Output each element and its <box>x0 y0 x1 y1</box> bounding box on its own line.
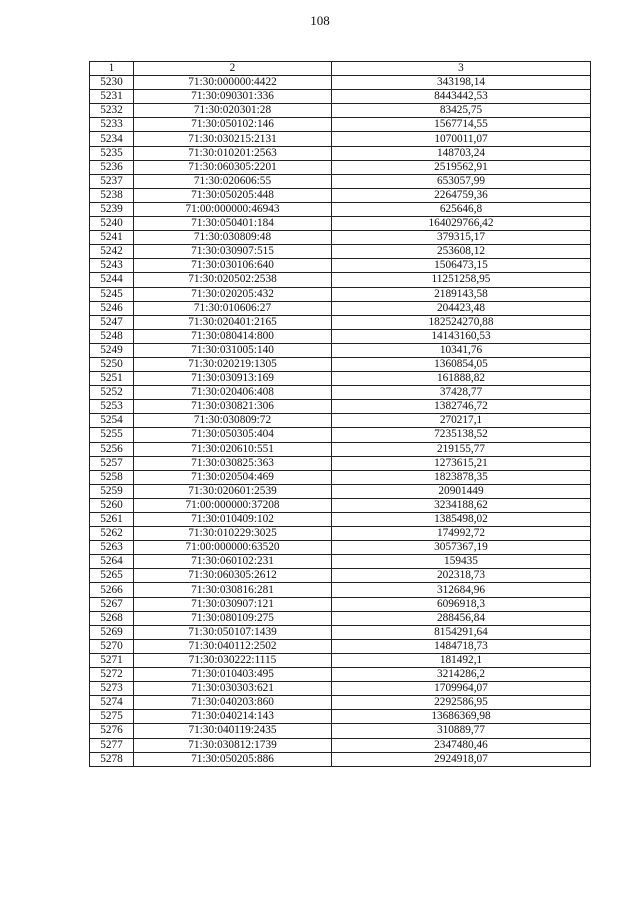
table-header-row <box>90 62 591 76</box>
row-number-cell: 5236 <box>90 160 134 174</box>
table-row <box>90 273 591 287</box>
table-row <box>90 90 591 104</box>
row-number-cell: 5274 <box>90 696 134 710</box>
table-row <box>90 569 591 583</box>
row-number-cell: 5235 <box>90 146 134 160</box>
row-number-cell: 5260 <box>90 498 134 512</box>
table-row <box>90 541 591 555</box>
value-cell: 2189143,58 <box>332 287 591 301</box>
value-cell: 8443442,53 <box>332 90 591 104</box>
row-number-cell: 5237 <box>90 174 134 188</box>
row-number-cell: 5247 <box>90 315 134 329</box>
value-cell: 2519562,91 <box>332 160 591 174</box>
row-number-cell: 5264 <box>90 555 134 569</box>
value-cell: 1273615,21 <box>332 456 591 470</box>
cadastral-number-cell: 71:30:050102:146 <box>134 118 332 132</box>
cadastral-number-cell: 71:30:050107:1439 <box>134 625 332 639</box>
table-row <box>90 372 591 386</box>
cadastral-number-cell: 71:30:010229:3025 <box>134 527 332 541</box>
row-number-cell: 5271 <box>90 653 134 667</box>
value-cell: 270217,1 <box>332 414 591 428</box>
cadastral-number-cell: 71:30:010409:102 <box>134 513 332 527</box>
row-number-cell: 5255 <box>90 428 134 442</box>
table-row <box>90 76 591 90</box>
value-cell: 3214286,2 <box>332 668 591 682</box>
column-header-cadastral-number: 2 <box>134 62 332 76</box>
table-row <box>90 470 591 484</box>
cadastral-number-cell: 71:30:020219:1305 <box>134 357 332 371</box>
cadastral-number-cell: 71:30:080109:275 <box>134 611 332 625</box>
row-number-cell: 5258 <box>90 470 134 484</box>
row-number-cell: 5251 <box>90 372 134 386</box>
value-cell: 13686369,98 <box>332 710 591 724</box>
row-number-cell: 5239 <box>90 202 134 216</box>
value-cell: 148703,24 <box>332 146 591 160</box>
row-number-cell: 5241 <box>90 231 134 245</box>
table-row <box>90 217 591 231</box>
value-cell: 343198,14 <box>332 76 591 90</box>
value-cell: 653057,99 <box>332 174 591 188</box>
table-row <box>90 357 591 371</box>
value-cell: 2347480,46 <box>332 738 591 752</box>
table-row <box>90 527 591 541</box>
table-row <box>90 329 591 343</box>
cadastral-number-cell: 71:30:030825:363 <box>134 456 332 470</box>
row-number-cell: 5262 <box>90 527 134 541</box>
cadastral-number-cell: 71:30:040112:2502 <box>134 639 332 653</box>
table-row <box>90 456 591 470</box>
cadastral-number-cell: 71:30:020401:2165 <box>134 315 332 329</box>
value-cell: 1385498,02 <box>332 513 591 527</box>
cadastral-number-cell: 71:30:030812:1739 <box>134 738 332 752</box>
cadastral-number-cell: 71:30:020502:2538 <box>134 273 332 287</box>
data-table <box>89 61 591 767</box>
cadastral-number-cell: 71:30:030913:169 <box>134 372 332 386</box>
table-row <box>90 668 591 682</box>
cadastral-number-cell: 71:30:060102:231 <box>134 555 332 569</box>
table-row <box>90 118 591 132</box>
value-cell: 7235138,52 <box>332 428 591 442</box>
table-row <box>90 188 591 202</box>
table-row <box>90 696 591 710</box>
cadastral-number-cell: 71:30:020406:408 <box>134 386 332 400</box>
row-number-cell: 5278 <box>90 752 134 766</box>
row-number-cell: 5250 <box>90 357 134 371</box>
value-cell: 11251258,95 <box>332 273 591 287</box>
row-number-cell: 5261 <box>90 513 134 527</box>
value-cell: 253608,12 <box>332 245 591 259</box>
cadastral-number-cell: 71:30:050401:184 <box>134 217 332 231</box>
cadastral-number-cell: 71:30:030809:48 <box>134 231 332 245</box>
table-row <box>90 639 591 653</box>
row-number-cell: 5269 <box>90 625 134 639</box>
row-number-cell: 5248 <box>90 329 134 343</box>
row-number-cell: 5254 <box>90 414 134 428</box>
value-cell: 10341,76 <box>332 343 591 357</box>
value-cell: 8154291,64 <box>332 625 591 639</box>
table-row <box>90 682 591 696</box>
value-cell: 312684,96 <box>332 583 591 597</box>
row-number-cell: 5253 <box>90 400 134 414</box>
row-number-cell: 5233 <box>90 118 134 132</box>
cadastral-number-cell: 71:30:031005:140 <box>134 343 332 357</box>
value-cell: 83425,75 <box>332 104 591 118</box>
row-number-cell: 5240 <box>90 217 134 231</box>
table-row <box>90 625 591 639</box>
column-header-value: 3 <box>332 62 591 76</box>
table-row <box>90 146 591 160</box>
value-cell: 1484718,73 <box>332 639 591 653</box>
row-number-cell: 5275 <box>90 710 134 724</box>
table-row <box>90 724 591 738</box>
cadastral-number-cell: 71:30:020301:28 <box>134 104 332 118</box>
value-cell: 159435 <box>332 555 591 569</box>
table-row <box>90 287 591 301</box>
value-cell: 20901449 <box>332 484 591 498</box>
row-number-cell: 5257 <box>90 456 134 470</box>
cadastral-number-cell: 71:30:080414:800 <box>134 329 332 343</box>
page-number: 108 <box>310 13 330 28</box>
table-row <box>90 653 591 667</box>
table-row <box>90 231 591 245</box>
cadastral-number-cell: 71:30:040119:2435 <box>134 724 332 738</box>
cadastral-number-cell: 71:30:050305:404 <box>134 428 332 442</box>
table-body <box>90 76 591 767</box>
cadastral-number-cell: 71:30:030907:121 <box>134 597 332 611</box>
table-row <box>90 386 591 400</box>
cadastral-number-cell: 71:30:010201:2563 <box>134 146 332 160</box>
table-row <box>90 259 591 273</box>
row-number-cell: 5276 <box>90 724 134 738</box>
cadastral-number-cell: 71:00:000000:37208 <box>134 498 332 512</box>
value-cell: 1506473,15 <box>332 259 591 273</box>
table-row <box>90 738 591 752</box>
value-cell: 1070011,07 <box>332 132 591 146</box>
row-number-cell: 5267 <box>90 597 134 611</box>
value-cell: 310889,77 <box>332 724 591 738</box>
value-cell: 182524270,88 <box>332 315 591 329</box>
cadastral-number-cell: 71:00:000000:46943 <box>134 202 332 216</box>
table-row <box>90 315 591 329</box>
row-number-cell: 5263 <box>90 541 134 555</box>
table-row <box>90 400 591 414</box>
value-cell: 3057367,19 <box>332 541 591 555</box>
row-number-cell: 5243 <box>90 259 134 273</box>
value-cell: 164029766,42 <box>332 217 591 231</box>
table-row <box>90 174 591 188</box>
value-cell: 2924918,07 <box>332 752 591 766</box>
cadastral-number-cell: 71:30:050205:448 <box>134 188 332 202</box>
table-row <box>90 583 591 597</box>
table-row <box>90 442 591 456</box>
row-number-cell: 5246 <box>90 301 134 315</box>
cadastral-number-cell: 71:30:000000:4422 <box>134 76 332 90</box>
cadastral-number-cell: 71:30:010403:495 <box>134 668 332 682</box>
cadastral-number-cell: 71:30:010606:27 <box>134 301 332 315</box>
value-cell: 161888,82 <box>332 372 591 386</box>
value-cell: 14143160,53 <box>332 329 591 343</box>
table-row <box>90 428 591 442</box>
table-row <box>90 132 591 146</box>
table-row <box>90 414 591 428</box>
table-row <box>90 484 591 498</box>
row-number-cell: 5231 <box>90 90 134 104</box>
value-cell: 1360854,05 <box>332 357 591 371</box>
value-cell: 181492,1 <box>332 653 591 667</box>
value-cell: 6096918,3 <box>332 597 591 611</box>
row-number-cell: 5234 <box>90 132 134 146</box>
value-cell: 37428,77 <box>332 386 591 400</box>
table-row <box>90 513 591 527</box>
cadastral-number-cell: 71:30:030222:1115 <box>134 653 332 667</box>
cadastral-number-cell: 71:30:050205:886 <box>134 752 332 766</box>
table-row <box>90 301 591 315</box>
row-number-cell: 5259 <box>90 484 134 498</box>
value-cell: 174992,72 <box>332 527 591 541</box>
cadastral-number-cell: 71:30:030106:640 <box>134 259 332 273</box>
cadastral-number-cell: 71:30:090301:336 <box>134 90 332 104</box>
cadastral-number-cell: 71:30:020601:2539 <box>134 484 332 498</box>
row-number-cell: 5273 <box>90 682 134 696</box>
row-number-cell: 5256 <box>90 442 134 456</box>
cadastral-number-cell: 71:30:030215:2131 <box>134 132 332 146</box>
value-cell: 1709964,07 <box>332 682 591 696</box>
cadastral-number-cell: 71:30:030303:621 <box>134 682 332 696</box>
cadastral-number-cell: 71:30:030816:281 <box>134 583 332 597</box>
table-row <box>90 710 591 724</box>
cadastral-number-cell: 71:30:060305:2201 <box>134 160 332 174</box>
cadastral-number-cell: 71:30:040203:860 <box>134 696 332 710</box>
table-row <box>90 611 591 625</box>
row-number-cell: 5268 <box>90 611 134 625</box>
value-cell: 202318,73 <box>332 569 591 583</box>
value-cell: 2292586,95 <box>332 696 591 710</box>
row-number-cell: 5245 <box>90 287 134 301</box>
row-number-cell: 5252 <box>90 386 134 400</box>
row-number-cell: 5244 <box>90 273 134 287</box>
table-row <box>90 160 591 174</box>
cadastral-number-cell: 71:00:000000:63520 <box>134 541 332 555</box>
value-cell: 288456,84 <box>332 611 591 625</box>
cadastral-number-cell: 71:30:030809:72 <box>134 414 332 428</box>
table-row <box>90 202 591 216</box>
cadastral-number-cell: 71:30:030821:306 <box>134 400 332 414</box>
cadastral-number-cell: 71:30:020205:432 <box>134 287 332 301</box>
value-cell: 379315,17 <box>332 231 591 245</box>
table-row <box>90 597 591 611</box>
row-number-cell: 5232 <box>90 104 134 118</box>
value-cell: 1567714,55 <box>332 118 591 132</box>
row-number-cell: 5238 <box>90 188 134 202</box>
row-number-cell: 5249 <box>90 343 134 357</box>
table-row <box>90 104 591 118</box>
row-number-cell: 5230 <box>90 76 134 90</box>
value-cell: 625646,8 <box>332 202 591 216</box>
table-row <box>90 343 591 357</box>
row-number-cell: 5266 <box>90 583 134 597</box>
value-cell: 2264759,36 <box>332 188 591 202</box>
value-cell: 3234188,62 <box>332 498 591 512</box>
table-row <box>90 555 591 569</box>
cadastral-number-cell: 71:30:020610:551 <box>134 442 332 456</box>
cadastral-number-cell: 71:30:020606:55 <box>134 174 332 188</box>
row-number-cell: 5265 <box>90 569 134 583</box>
table-row <box>90 752 591 766</box>
row-number-cell: 5272 <box>90 668 134 682</box>
cadastral-number-cell: 71:30:020504:469 <box>134 470 332 484</box>
value-cell: 204423,48 <box>332 301 591 315</box>
row-number-cell: 5277 <box>90 738 134 752</box>
cadastral-number-cell: 71:30:030907:515 <box>134 245 332 259</box>
value-cell: 219155,77 <box>332 442 591 456</box>
table-row <box>90 498 591 512</box>
row-number-cell: 5270 <box>90 639 134 653</box>
column-header-number: 1 <box>90 62 134 76</box>
table-row <box>90 245 591 259</box>
value-cell: 1382746,72 <box>332 400 591 414</box>
cadastral-number-cell: 71:30:060305:2612 <box>134 569 332 583</box>
row-number-cell: 5242 <box>90 245 134 259</box>
value-cell: 1823878,35 <box>332 470 591 484</box>
cadastral-number-cell: 71:30:040214:143 <box>134 710 332 724</box>
